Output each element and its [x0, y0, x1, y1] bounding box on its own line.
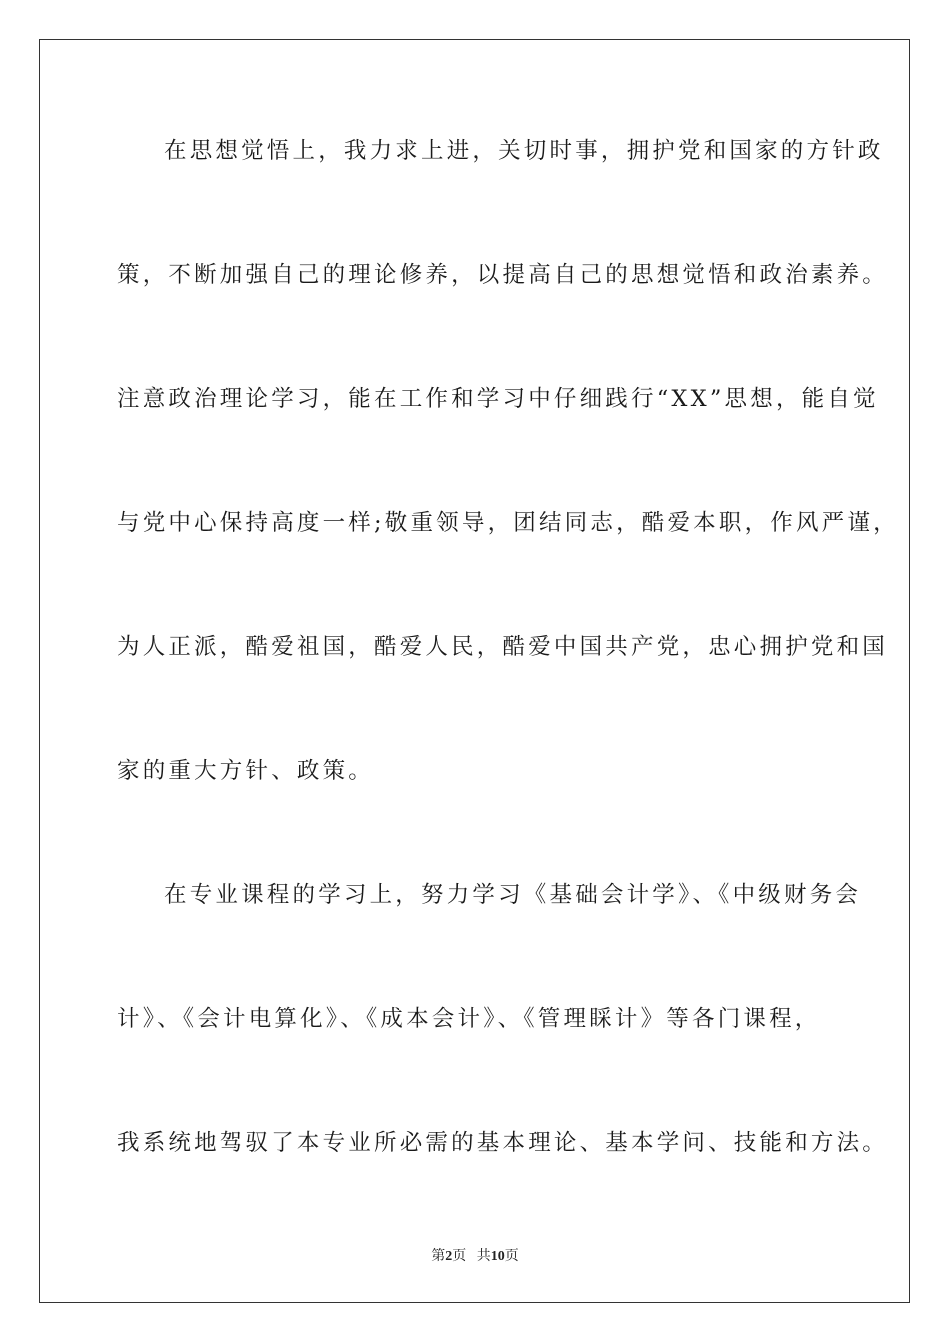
paragraph-1-line-5: 为人正派，酷爱祖国，酷爱人民，酷爱中国共产党，忠心拥护党和国 — [117, 634, 889, 660]
page-border — [39, 39, 910, 1303]
page-footer — [0, 1245, 950, 1265]
page-prefix: 第 — [431, 1249, 446, 1264]
paragraph-2-line-3: 我系统地驾驭了本专业所必需的基本理论、基本学问、技能和方法。 — [117, 1130, 889, 1156]
total-suffix: 页 — [504, 1249, 519, 1264]
paragraph-1-line-6: 家的重大方针、政策。 — [117, 758, 375, 784]
total-prefix: 共 — [476, 1249, 491, 1264]
paragraph-2-line-1: 在专业课程的学习上，努力学习《基础会计学》、《中级财务会 — [164, 882, 862, 908]
total-pages: 10 — [490, 1249, 505, 1264]
paragraph-1-line-4: 与党中心保持高度一样;敬重领导，团结同志，酷爱本职，作风严谨， — [117, 510, 899, 536]
paragraph-1-line-1: 在思想觉悟上，我力求上进，关切时事，拥护党和国家的方针政 — [164, 138, 884, 164]
paragraph-1-line-2: 策，不断加强自己的理论修养，以提高自己的思想觉悟和政治素养。 — [117, 262, 889, 288]
paragraph-1-line-3: 注意政治理论学习，能在工作和学习中仔细践行“XX”思想，能自觉 — [117, 386, 879, 412]
paragraph-2-line-2: 计》、《会计电算化》、《成本会计》、《管理睬计》等各门课程， — [117, 1006, 821, 1032]
page-suffix: 页 — [452, 1249, 467, 1264]
page-number: 2 — [445, 1249, 453, 1264]
